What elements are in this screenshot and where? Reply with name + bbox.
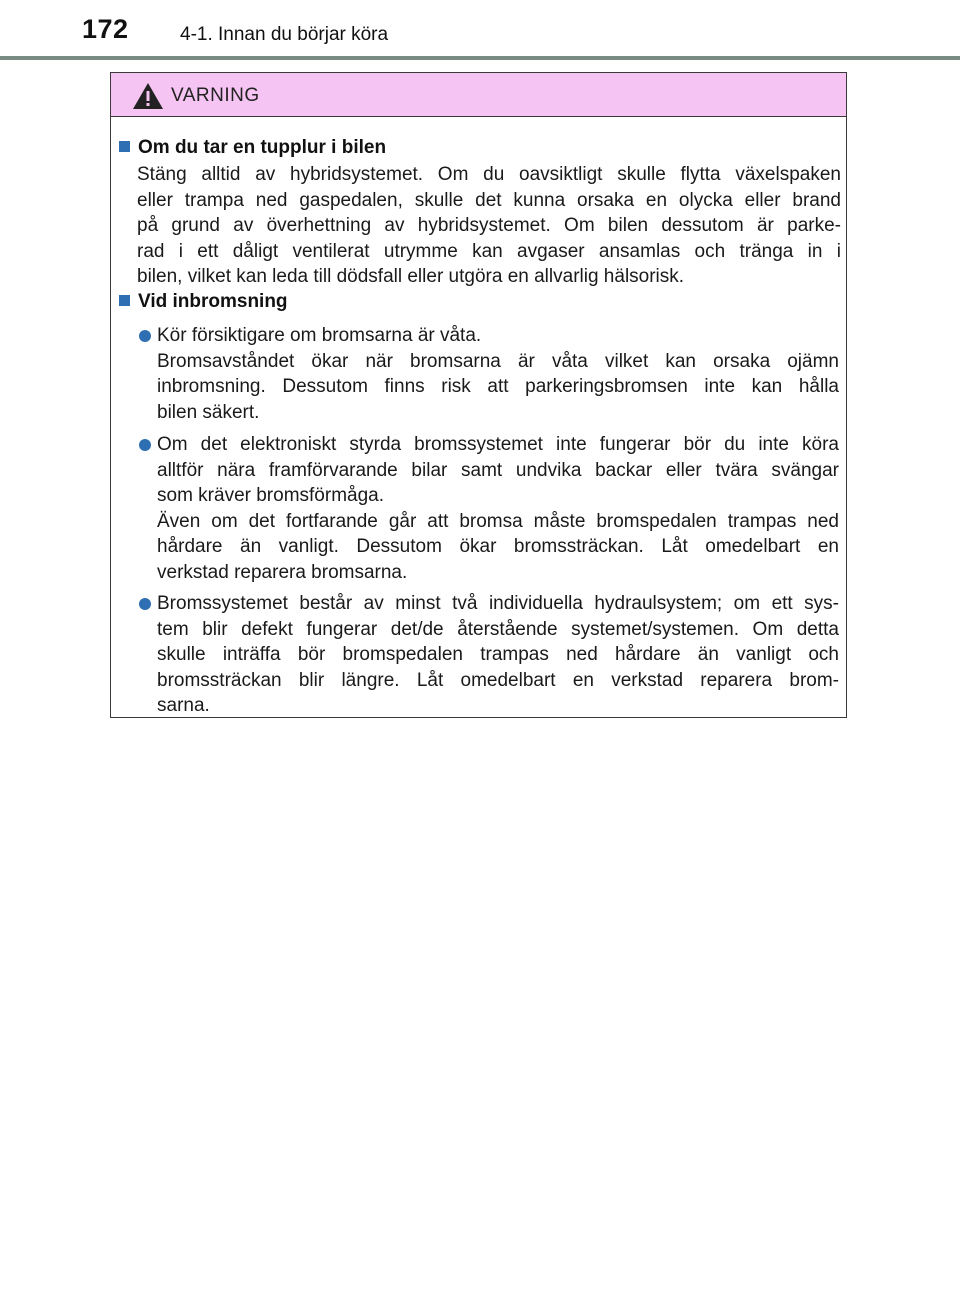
text-line: Bromssystemet består av minst två individuella hydraulsystem; om ett sys-	[157, 593, 839, 614]
warning-header	[111, 73, 846, 117]
text-line: rad i ett dåligt ventilerat utrymme kan avgaser ansamlas och tränga in i	[137, 240, 841, 262]
bullet-text	[157, 323, 839, 425]
warning-title: VARNING	[171, 85, 260, 106]
text-line: eller trampa ned gaspedalen, skulle det kunna orsaka en olycka eller brand	[137, 189, 841, 211]
bullet-text	[157, 432, 839, 586]
warning-triangle-icon	[131, 81, 165, 111]
text-line: Bromsavståndet ökar när bromsarna är våta vilket kan orsaka ojämn	[157, 350, 839, 372]
section-paragraph-nap	[137, 162, 841, 290]
round-bullet-icon	[139, 330, 151, 342]
round-bullet-icon	[139, 598, 151, 610]
text-line: skulle inträffa bör bromspedalen trampas ned hårdare än vanligt och	[157, 644, 839, 666]
text-line: bilen, vilket kan leda till dödsfall eller utgöra en allvarlig hälsorisk.	[137, 266, 685, 288]
text-line: verkstad reparera bromsarna.	[157, 561, 408, 583]
bullet-text	[157, 591, 839, 719]
warning-box	[110, 72, 847, 718]
section-heading-text: Om du tar en tupplur i bilen	[138, 137, 387, 158]
text-line: Kör försiktigare om bromsarna är våta.	[157, 325, 482, 346]
text-line: inbromsning. Dessutom finns risk att parkeringsbromsen inte kan hålla	[157, 376, 839, 398]
text-line: tem blir defekt fungerar det/de återstående systemet/systemen. Om detta	[157, 618, 839, 640]
text-line: Även om det fortfarande går att bromsa måste bromspedalen trampas ned	[157, 510, 839, 532]
text-line: sarna.	[157, 695, 210, 717]
text-line: Om det elektroniskt styrda bromssystemet inte fungerar bör du inte köra	[157, 434, 839, 455]
round-bullet-icon	[139, 439, 151, 451]
text-line: som kräver bromsförmåga.	[157, 485, 385, 507]
section-heading-braking	[119, 291, 288, 313]
section-heading-nap	[119, 137, 386, 159]
square-bullet-icon	[119, 295, 130, 306]
square-bullet-icon	[119, 141, 130, 152]
page-number: 172	[82, 14, 129, 44]
text-line: alltför nära framförvarande bilar samt undvika backar eller tvära svängar	[157, 459, 839, 481]
header-rule	[0, 56, 960, 60]
page-header	[0, 0, 960, 62]
text-line: bromssträckan blir längre. Låt omedelbart en verkstad reparera brom-	[157, 669, 839, 691]
text-line: Stäng alltid av hybridsystemet. Om du oavsiktligt skulle flytta växelspaken	[137, 164, 841, 185]
section-heading-text: Vid inbromsning	[138, 291, 288, 312]
text-line: på grund av överhettning av hybridsystemet. Om bilen dessutom är parke-	[137, 215, 841, 237]
chapter-title: 4-1. Innan du börjar köra	[180, 24, 389, 45]
text-line: hårdare än vanligt. Dessutom ökar bromssträckan. Låt omedelbart en	[157, 536, 839, 558]
text-line: bilen säkert.	[157, 401, 260, 423]
